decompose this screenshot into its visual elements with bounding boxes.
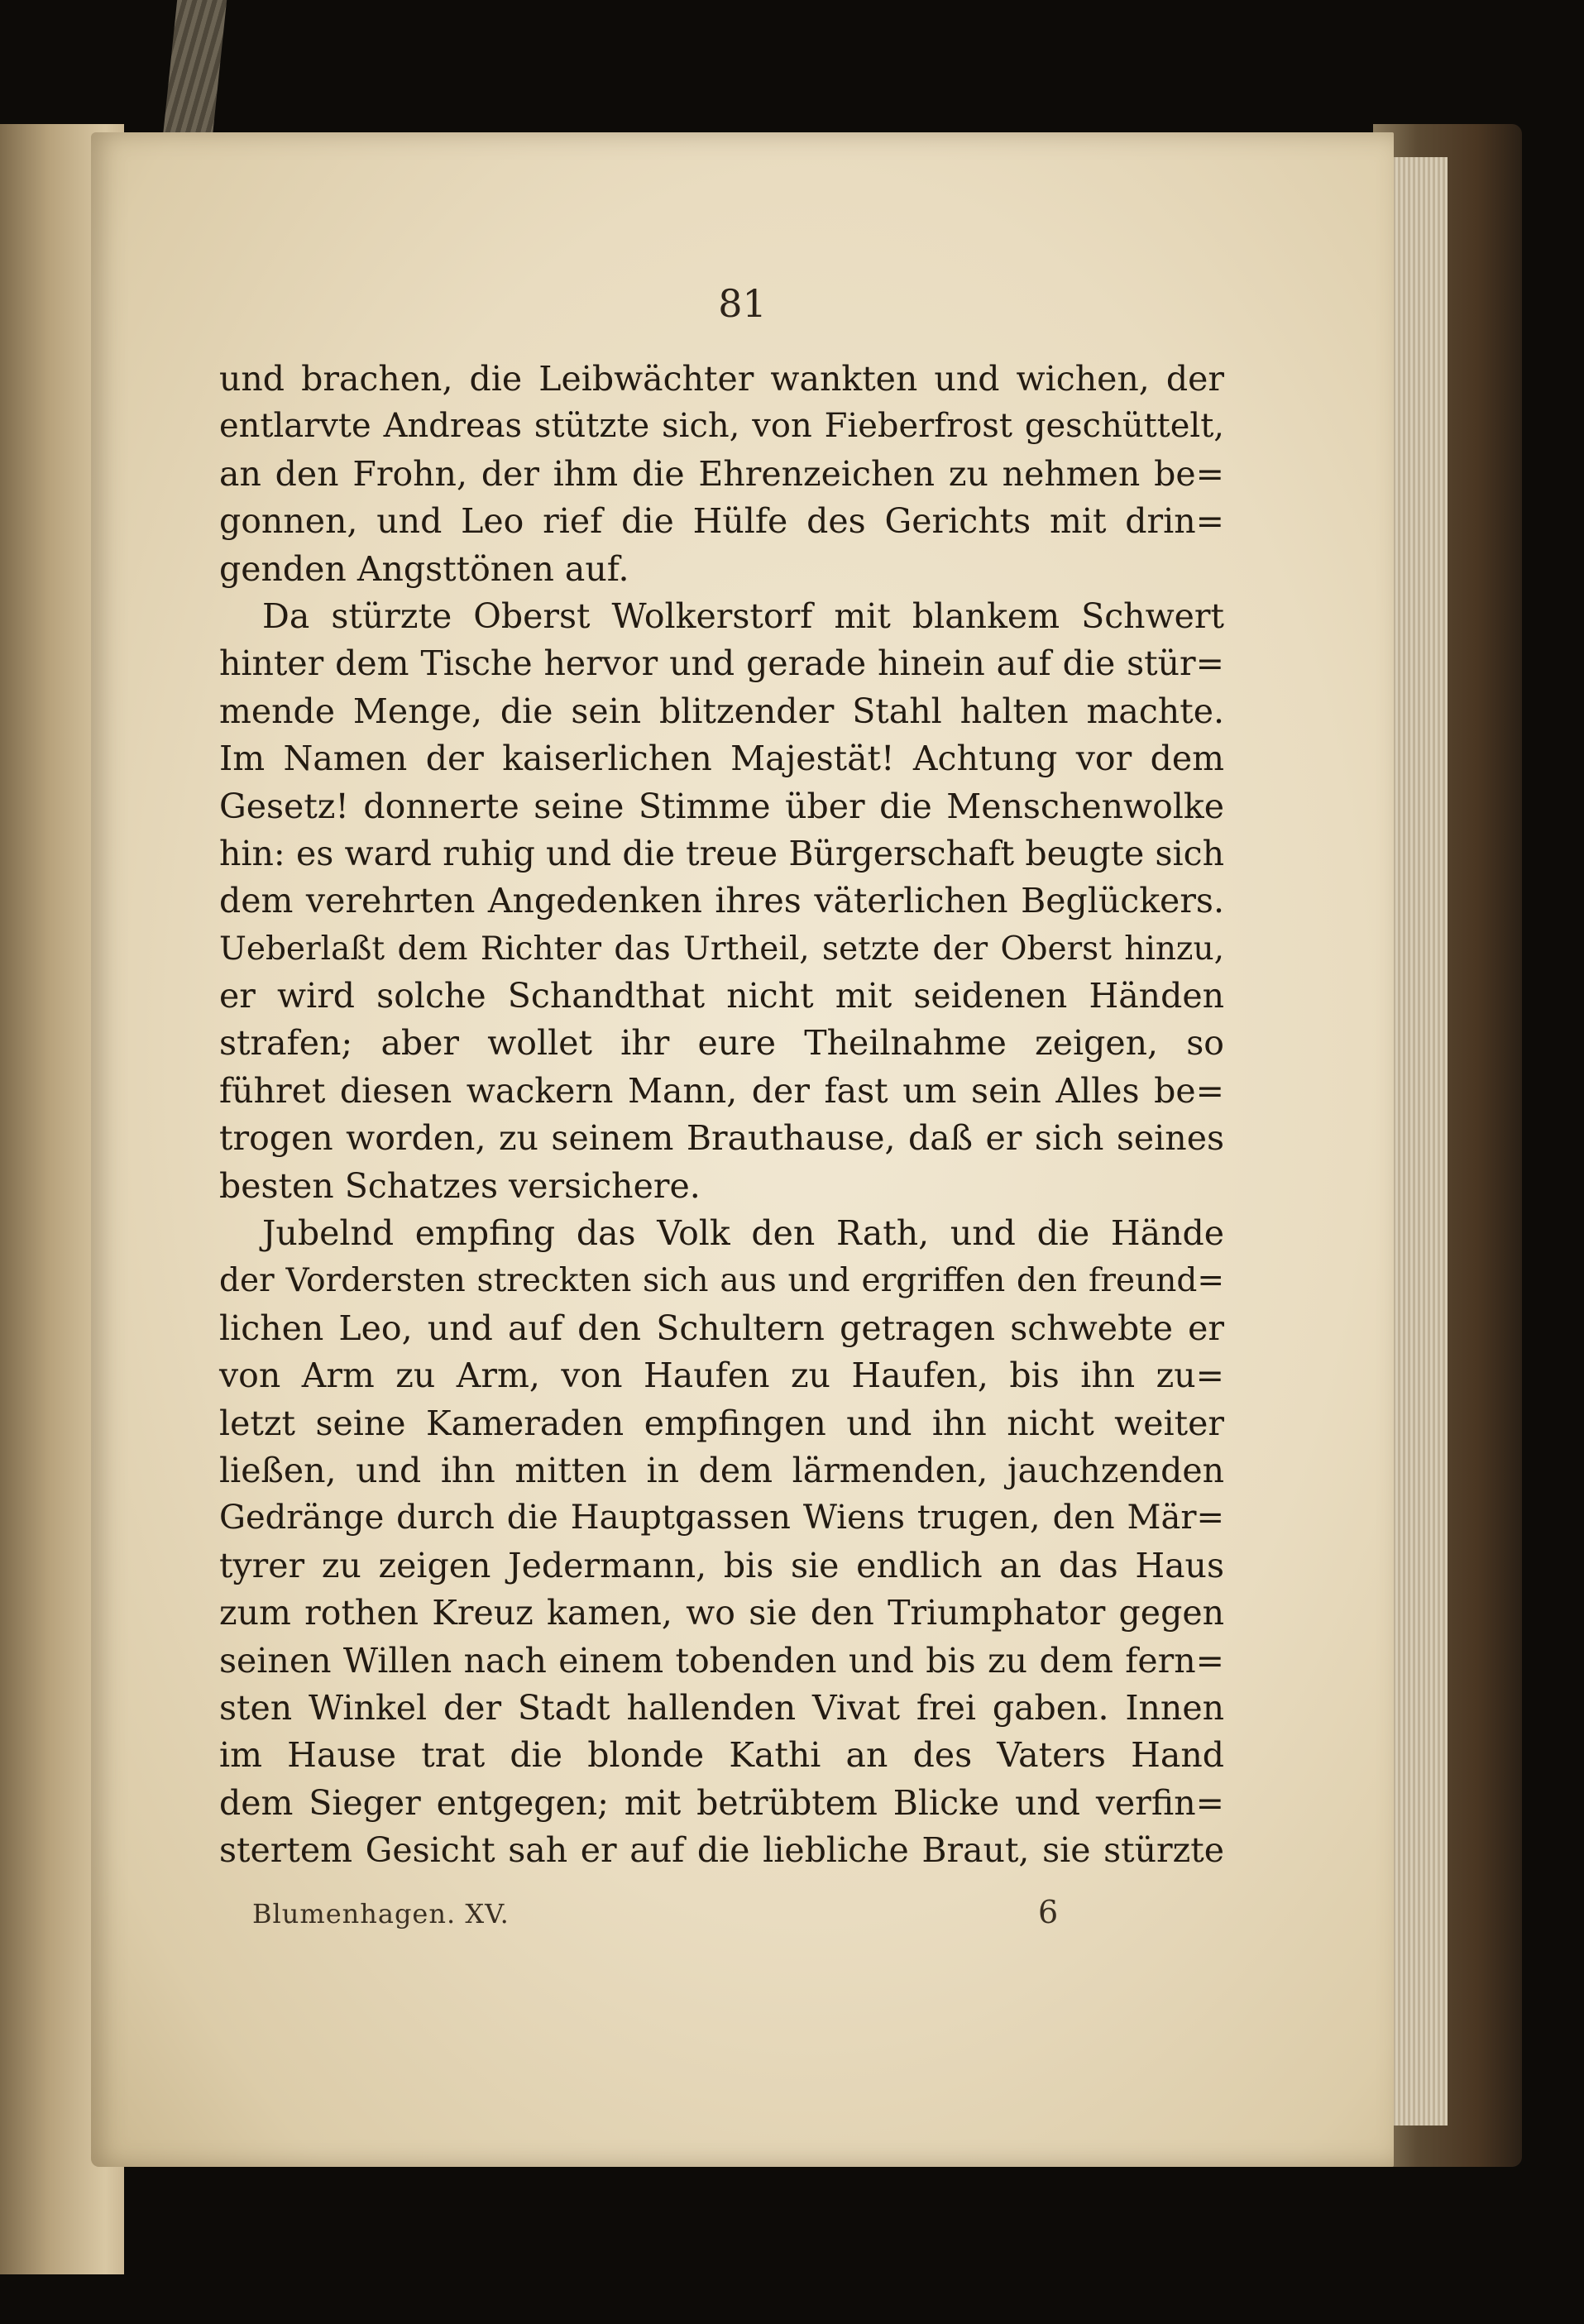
footer-signature: Blumenhagen. XV. — [252, 1898, 510, 1929]
text-line: Ueberlaßt dem Richter das Urtheil, setzte der Oberst hinzu, — [219, 930, 1224, 968]
text-line: Jubelnd empfing das Volk den Rath, und die Hände — [262, 1213, 1224, 1254]
text-line: lichen Leo, und auf den Schultern getragen schwebte er — [219, 1308, 1224, 1348]
text-line: seinen Willen nach einem tobenden und bis zu dem fern= — [219, 1640, 1224, 1681]
text-line: hinter dem Tische hervor und gerade hinein auf die stür= — [219, 643, 1224, 684]
book-page — [91, 132, 1394, 2167]
body-text — [219, 356, 1224, 1875]
text-line: Gedränge durch die Hauptgassen Wiens trugen, den Mär= — [219, 1499, 1224, 1537]
text-line: er wird solche Schandthat nicht mit seidenen Händen — [219, 976, 1224, 1016]
text-line: Da stürzte Oberst Wolkerstorf mit blankem Schwert — [262, 595, 1224, 636]
text-line: hin: es ward ruhig und die treue Bürgerschaft beugte sich — [219, 833, 1224, 873]
text-line: gonnen, und Leo rief die Hülfe des Gerichts mit drin= — [219, 501, 1224, 542]
text-line: entlarvte Andreas stützte sich, von Fieberfrost geschüttelt, — [219, 407, 1224, 446]
text-line: und brachen, die Leibwächter wankten und wichen, der — [219, 359, 1224, 399]
text-line: an den Frohn, der ihm die Ehrenzeichen zu nehmen be= — [219, 453, 1224, 494]
text-line: zum rothen Kreuz kamen, wo sie den Triumphator gegen — [219, 1593, 1224, 1633]
text-line: tyrer zu zeigen Jedermann, bis sie endlich an das Haus — [219, 1545, 1224, 1585]
text-line: strafen; aber wollet ihr eure Theilnahme zeigen, so — [219, 1023, 1224, 1064]
footer-sheet-number: 6 — [1038, 1894, 1059, 1930]
text-line: Im Namen der kaiserlichen Majestät! Achtung vor dem — [219, 739, 1224, 779]
text-line: stertem Gesicht sah er auf die liebliche Braut, sie stürzte — [219, 1830, 1224, 1871]
text-line: im Hause trat die blonde Kathi an des Vaters Hand — [219, 1735, 1224, 1776]
text-line: mende Menge, die sein blitzender Stahl halten machte. — [219, 691, 1224, 731]
text-line: führet diesen wackern Mann, der fast um sein Alles be= — [219, 1070, 1224, 1111]
text-line: der Vordersten streckten sich aus und ergriffen den freund= — [219, 1262, 1224, 1300]
text-line: trogen worden, zu seinem Brauthause, daß er sich seines — [219, 1118, 1224, 1159]
bookmark-ribbon — [162, 0, 227, 145]
text-line: von Arm zu Arm, von Haufen zu Haufen, bis ihn zu= — [219, 1356, 1224, 1396]
text-line: sten Winkel der Stadt hallenden Vivat frei gaben. Innen — [219, 1687, 1224, 1728]
text-line: dem verehrten Angedenken ihres väterlichen Beglückers. — [219, 881, 1224, 921]
page-number: 81 — [718, 281, 767, 326]
text-line: letzt seine Kameraden empfingen und ihn nicht weiter — [219, 1403, 1224, 1443]
text-line: besten Schatzes versichere. — [219, 1165, 701, 1206]
text-line: ließen, und ihn mitten in dem lärmenden, jauchzenden — [219, 1450, 1224, 1490]
text-line: Gesetz! donnerte seine Stimme über die Menschenwolke — [219, 786, 1224, 826]
text-line: genden Angsttönen auf. — [219, 548, 629, 589]
text-line: dem Sieger entgegen; mit betrübtem Blicke und verfin= — [219, 1782, 1224, 1823]
